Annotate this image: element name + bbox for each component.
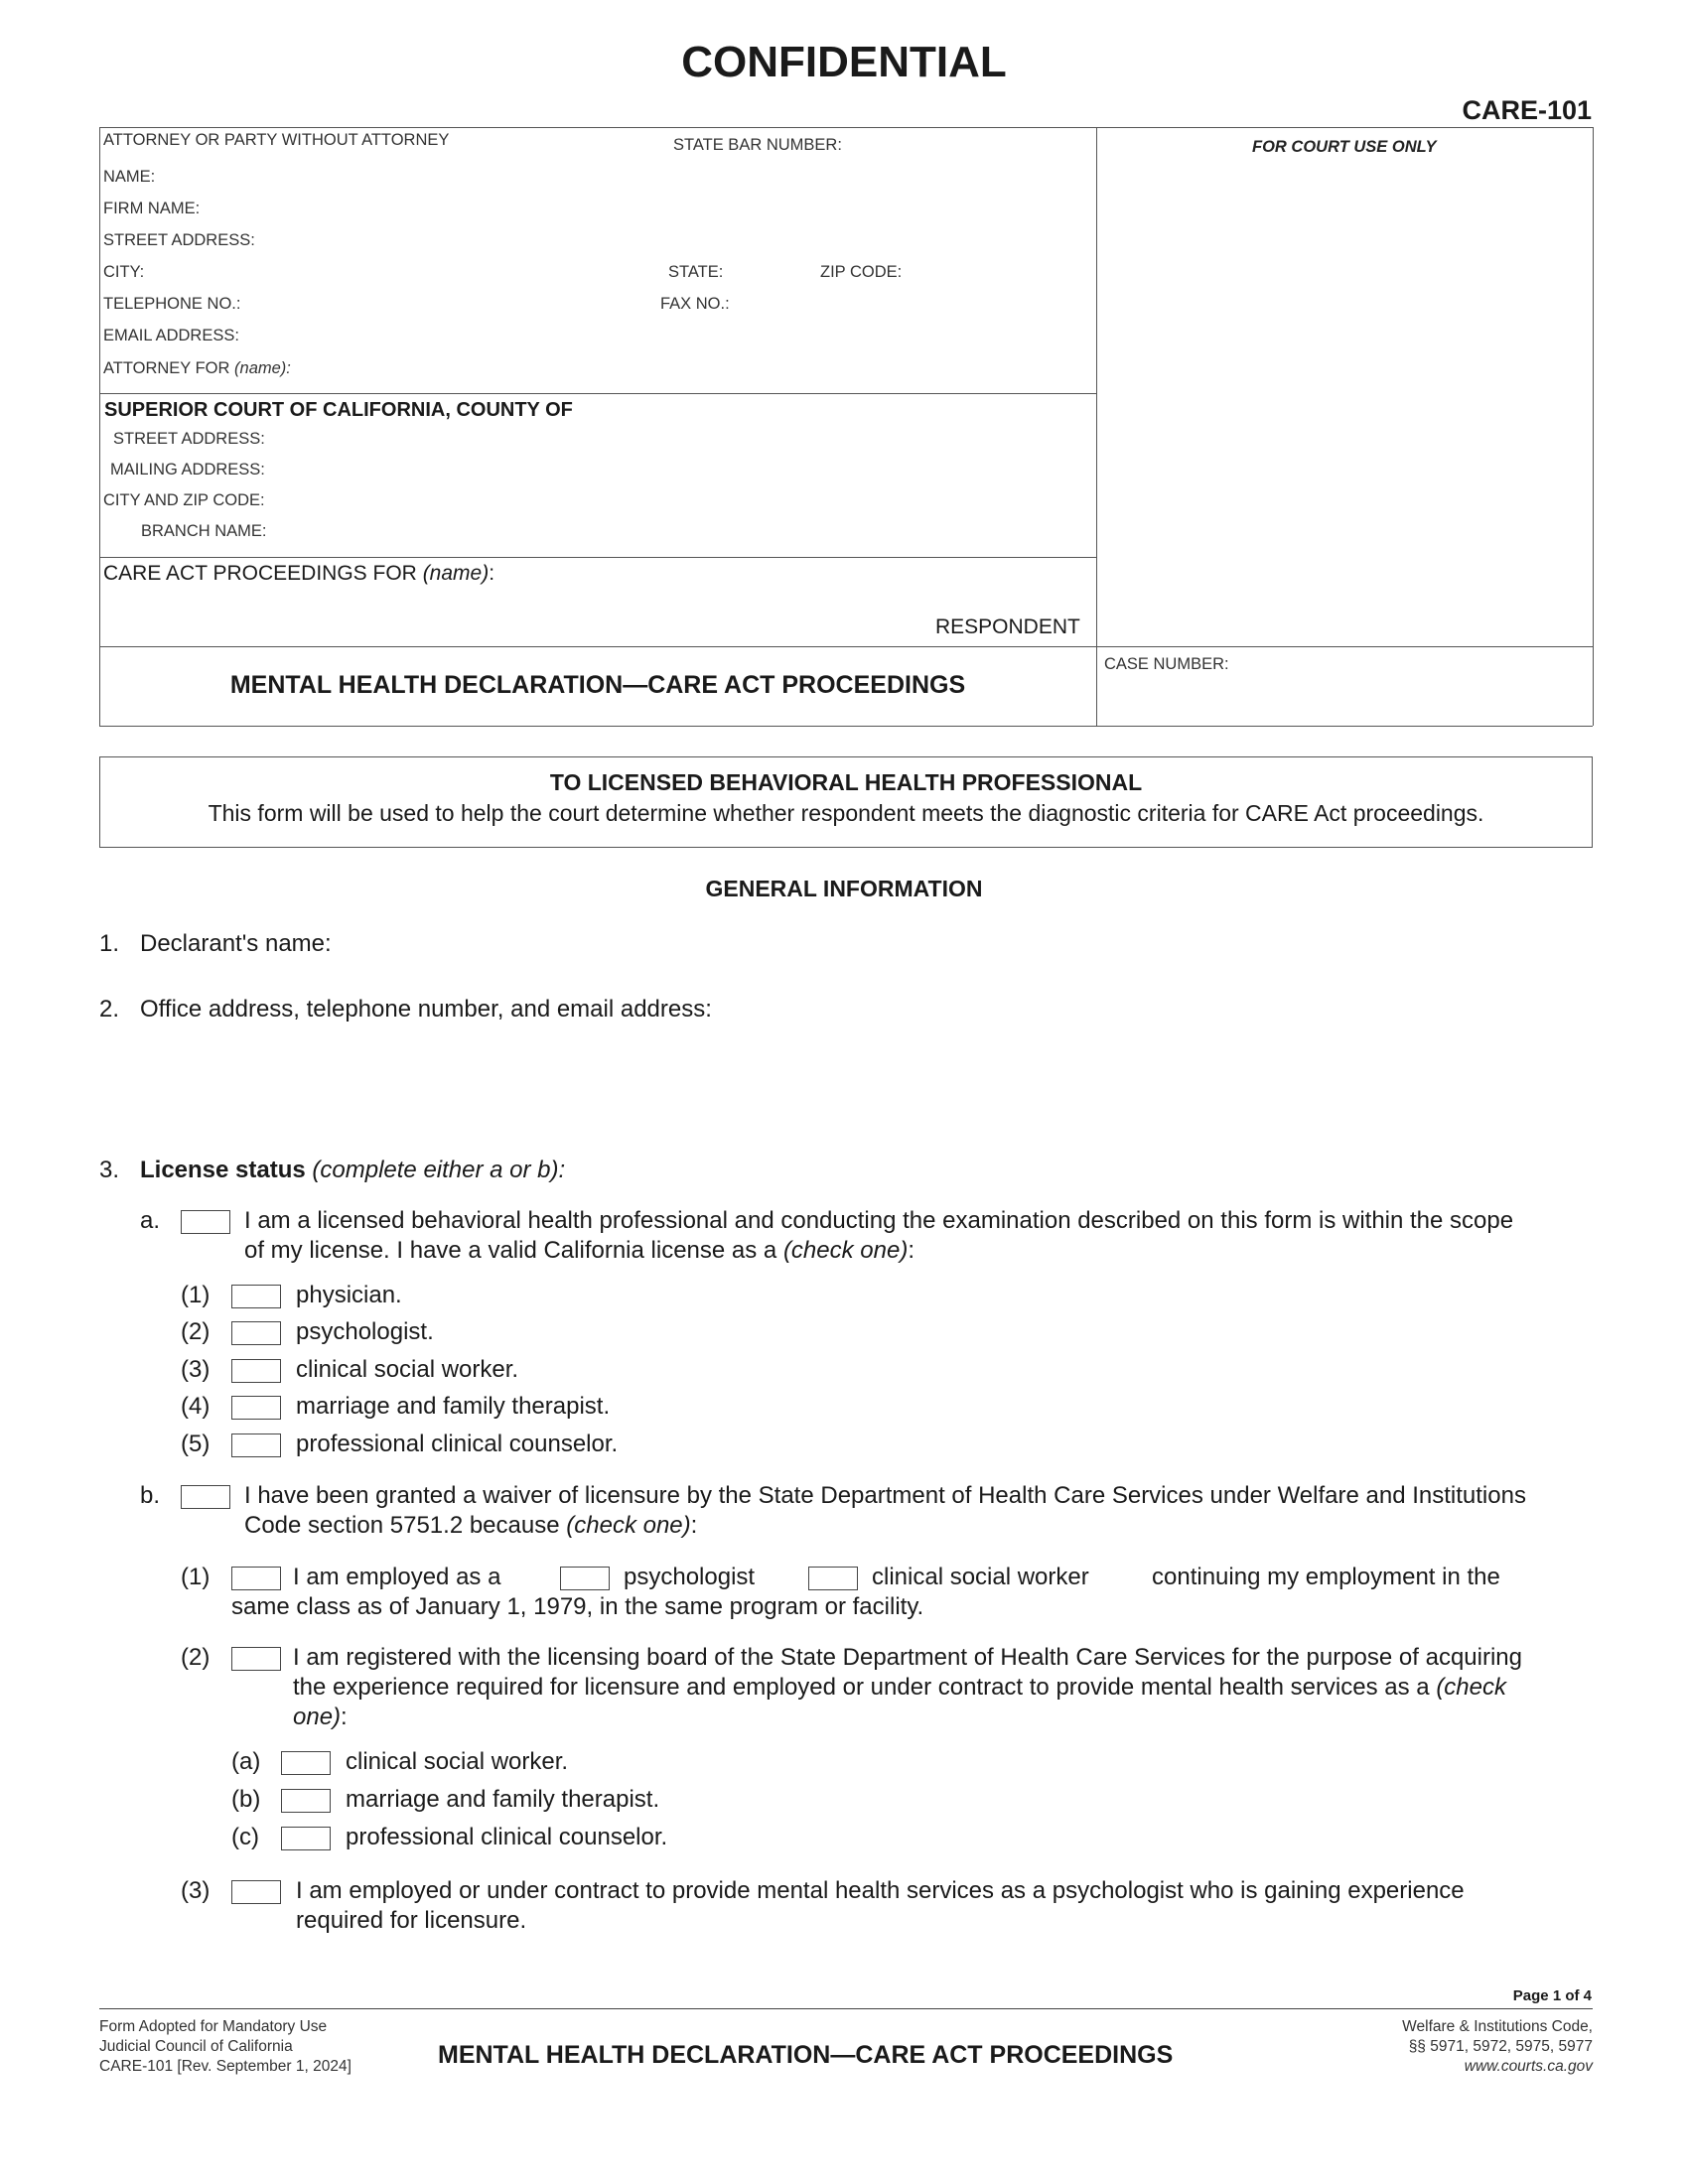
a-letter: a. xyxy=(140,1207,161,1234)
b-opt-2-line-2-hint: (check xyxy=(1436,1674,1506,1701)
checkbox-marriage-family-therapist[interactable] xyxy=(231,1396,281,1420)
b-opt-3-num: (3) xyxy=(181,1877,211,1904)
zip-label[interactable]: ZIP CODE: xyxy=(820,263,903,281)
a-opt-3-label: clinical social worker. xyxy=(296,1356,519,1383)
footer-rule xyxy=(99,2008,1593,2009)
state-bar-label: STATE BAR NUMBER: xyxy=(673,136,842,154)
a-line-2-post: : xyxy=(908,1237,914,1264)
email-label[interactable]: EMAIL ADDRESS: xyxy=(103,327,239,344)
b-opt-2-line-1: I am registered with the licensing board of the State Department of Health Care Services for the purpose of acquiring xyxy=(293,1644,1522,1671)
item-2-num: 2. xyxy=(99,996,120,1023)
b-sub-c-num: (c) xyxy=(231,1824,259,1850)
b-letter: b. xyxy=(140,1482,161,1509)
a-line-2 xyxy=(244,1236,914,1266)
state-label[interactable]: STATE: xyxy=(668,263,724,281)
b-sub-a-num: (a) xyxy=(231,1748,261,1775)
general-info-heading: GENERAL INFORMATION xyxy=(705,876,983,901)
footer-title: MENTAL HEALTH DECLARATION—CARE ACT PROCEEDINGS xyxy=(438,2041,1174,2069)
court-street-label[interactable]: STREET ADDRESS: xyxy=(113,430,265,448)
checkbox-b2a[interactable] xyxy=(281,1751,331,1775)
b-line-1: I have been granted a waiver of licensure by the State Department of Health Care Services under Welfare and Institutions xyxy=(244,1482,1526,1509)
attorney-for-hint: (name): xyxy=(234,359,291,377)
checkbox-clinical-social-worker[interactable] xyxy=(231,1359,281,1383)
footer-right-2: §§ 5971, 5972, 5975, 5977 xyxy=(1408,2038,1593,2055)
street-label[interactable]: STREET ADDRESS: xyxy=(103,231,255,249)
footer-left-1: Form Adopted for Mandatory Use xyxy=(99,2018,328,2035)
branch-label[interactable]: BRANCH NAME: xyxy=(141,522,267,540)
a-opt-2-label: psychologist. xyxy=(296,1318,434,1345)
checkbox-physician[interactable] xyxy=(231,1285,281,1308)
b-sub-b-label: marriage and family therapist. xyxy=(346,1786,660,1813)
b-opt-3-line-2: required for licensure. xyxy=(296,1907,527,1934)
license-status-bold: License status xyxy=(140,1157,306,1183)
attorney-heading: ATTORNEY OR PARTY WITHOUT ATTORNEY xyxy=(103,131,450,149)
page-number: Page 1 of 4 xyxy=(1512,1987,1592,2004)
item-3-num: 3. xyxy=(99,1157,120,1183)
footer-left xyxy=(99,2017,352,2077)
notice-title: TO LICENSED BEHAVIORAL HEALTH PROFESSIONAL xyxy=(549,769,1143,795)
b-opt-2-line-2-text: the experience required for licensure and employed or under contract to provide mental health services as a xyxy=(293,1674,1430,1701)
notice-box xyxy=(99,756,1593,848)
b-opt-2-line-2 xyxy=(293,1673,1506,1703)
firm-label[interactable]: FIRM NAME: xyxy=(103,200,201,217)
checkbox-b[interactable] xyxy=(181,1485,230,1509)
b-opt-2-line-3-post: : xyxy=(341,1704,348,1730)
proceedings-for-hint: (name) xyxy=(422,562,490,585)
item-1-num: 1. xyxy=(99,930,120,957)
checkbox-b1[interactable] xyxy=(231,1567,281,1590)
checkbox-b1-clinical-social-worker[interactable] xyxy=(808,1567,858,1590)
a-opt-2-num: (2) xyxy=(181,1318,211,1345)
confidential-title: CONFIDENTIAL xyxy=(681,38,1007,86)
form-id: CARE-101 xyxy=(1462,95,1592,125)
b-line-2-hint: (check one) xyxy=(566,1512,691,1539)
b-opt-1-line-2: same class as of January 1, 1979, in the same program or facility. xyxy=(231,1593,924,1620)
respondent-label: RESPONDENT xyxy=(935,615,1080,638)
b-opt-1-text: I am employed as a xyxy=(293,1564,501,1590)
b-sub-a-label: clinical social worker. xyxy=(346,1748,569,1775)
checkbox-b3[interactable] xyxy=(231,1880,281,1904)
fax-label[interactable]: FAX NO.: xyxy=(660,295,730,313)
b-opt-1-num: (1) xyxy=(181,1564,211,1590)
footer-right-3[interactable]: www.courts.ca.gov xyxy=(1464,2058,1593,2075)
b-opt-1-psychologist: psychologist xyxy=(624,1564,756,1590)
mailing-label[interactable]: MAILING ADDRESS: xyxy=(110,461,265,478)
a-opt-5-label: professional clinical counselor. xyxy=(296,1431,619,1457)
footer-left-3: CARE-101 [Rev. September 1, 2024] xyxy=(99,2058,352,2075)
b-sub-c-label: professional clinical counselor. xyxy=(346,1824,668,1850)
office-address-label: Office address, telephone number, and email address: xyxy=(140,996,712,1023)
checkbox-a[interactable] xyxy=(181,1210,230,1234)
city-label[interactable]: CITY: xyxy=(103,263,145,281)
attorney-for-text: ATTORNEY FOR xyxy=(103,359,230,377)
checkbox-b2c[interactable] xyxy=(281,1827,331,1850)
telephone-label[interactable]: TELEPHONE NO.: xyxy=(103,295,241,313)
b-opt-3-line-1: I am employed or under contract to provide mental health services as a psychologist who is gaining experience xyxy=(296,1877,1465,1904)
a-opt-5-num: (5) xyxy=(181,1431,211,1457)
b-line-2-post: : xyxy=(690,1512,698,1539)
footer-right xyxy=(1402,2017,1593,2077)
checkbox-psychologist[interactable] xyxy=(231,1321,281,1345)
b-opt-1-csw: clinical social worker xyxy=(872,1564,1089,1590)
a-opt-1-label: physician. xyxy=(296,1282,402,1308)
a-opt-4-label: marriage and family therapist. xyxy=(296,1393,611,1420)
footer-left-2: Judicial Council of California xyxy=(99,2038,293,2055)
form-title: MENTAL HEALTH DECLARATION—CARE ACT PROCEEDINGS xyxy=(229,671,966,699)
checkbox-b2b[interactable] xyxy=(281,1789,331,1813)
notice-text: This form will be used to help the court determine whether respondent meets the diagnostic criteria for CARE Act proceedings. xyxy=(208,800,1484,826)
court-use-label: FOR COURT USE ONLY xyxy=(1252,138,1437,156)
license-status-hint: (complete either a or b): xyxy=(312,1157,566,1183)
declarant-name-label: Declarant's name: xyxy=(140,930,332,957)
name-label[interactable]: NAME: xyxy=(103,168,156,186)
court-title: SUPERIOR COURT OF CALIFORNIA, COUNTY OF xyxy=(104,399,573,421)
b-opt-2-line-3 xyxy=(293,1703,348,1732)
b-opt-2-num: (2) xyxy=(181,1644,211,1671)
b-opt-2-line-3-hint: one) xyxy=(293,1704,342,1730)
license-status-label xyxy=(140,1156,565,1185)
checkbox-b1-psychologist[interactable] xyxy=(560,1567,610,1590)
attorney-for-label[interactable] xyxy=(103,359,291,378)
b-line-2 xyxy=(244,1511,697,1541)
b-line-2-text: Code section 5751.2 because xyxy=(244,1512,560,1539)
checkbox-professional-clinical-counselor[interactable] xyxy=(231,1433,281,1457)
proceedings-for-text: CARE ACT PROCEEDINGS FOR xyxy=(103,562,417,585)
case-number-label[interactable]: CASE NUMBER: xyxy=(1104,655,1229,673)
checkbox-b2[interactable] xyxy=(231,1647,281,1671)
a-line-2-hint: (check one) xyxy=(782,1237,909,1264)
a-opt-1-num: (1) xyxy=(181,1282,211,1308)
a-line-2-text: of my license. I have a valid California license as a xyxy=(244,1237,777,1264)
a-opt-4-num: (4) xyxy=(181,1393,211,1420)
b-opt-1-continuing: continuing my employment in the xyxy=(1152,1564,1500,1590)
proceedings-for-label[interactable]: CARE ACT PROCEEDINGS FOR (name): xyxy=(103,562,495,585)
b-sub-b-num: (b) xyxy=(231,1786,261,1813)
footer-right-1: Welfare & Institutions Code, xyxy=(1402,2018,1593,2035)
city-zip-label[interactable]: CITY AND ZIP CODE: xyxy=(103,491,265,509)
a-opt-3-num: (3) xyxy=(181,1356,211,1383)
a-line-1: I am a licensed behavioral health professional and conducting the examination described on this form is within the scope xyxy=(244,1207,1514,1234)
